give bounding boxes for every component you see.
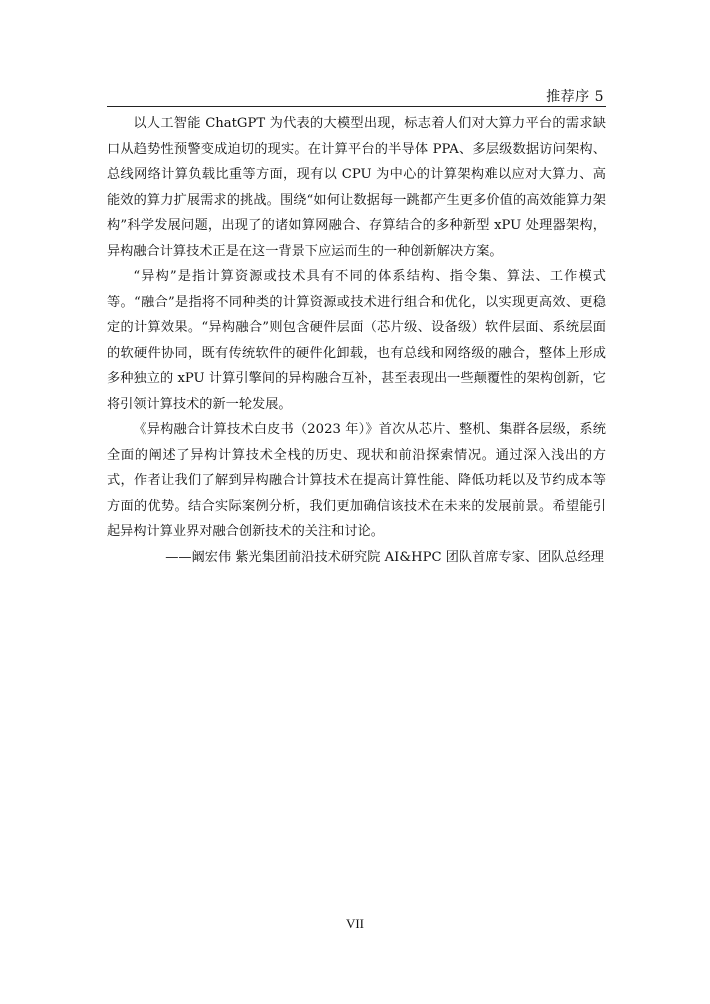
paragraph-3: 《异构融合计算技术白皮书（2023 年）》首次从芯片、整机、集群各层级，系统全面的阐述了异构计算技术全栈的历史、现状和前沿探索情况。通过深入浅出的方式，作者让我们了解到异构融合计算技术在提高计算性能、降低功耗以及节约成本等方面的优势。结合实际案例分析，我们更加确信该技术在未来的发展前景。希望能引起异构计算业界对融合创新技术的关注和讨论。 — [107, 422, 606, 539]
running-header — [107, 82, 606, 107]
body-text — [107, 111, 606, 570]
paragraph-2: “异构”是指计算资源或技术具有不同的体系结构、指令集、算法、工作模式等。“融合”是指将不同种类的计算资源或技术进行组合和优化，以实现更高效、更稳定的计算效果。“异构融合”则包含硬件层面（芯片级、设备级）软件层面、系统层面的软硬件协同，既有传统软件的硬件化卸载，也有总线和网络级的融合，整体上形成多种独立的 xPU 计算引擎间的异构融合互补，甚至表现出一些颠覆性的架构创新，它将引领计算技术的新一轮发展。 — [107, 269, 606, 412]
page-number: VII — [345, 916, 365, 931]
author-signature: ——阚宏伟 紫光集团前沿技术研究院 AI&HPC 团队首席专家、团队总经理 — [165, 549, 604, 565]
header-title: 推荐序 5 — [546, 89, 604, 105]
paragraph-1: 以人工智能 ChatGPT 为代表的大模型出现，标志着人们对大算力平台的需求缺口从趋势性预警变成迫切的现实。在计算平台的半导体 PPA、多层级数据访问架构、总线网络计算负载比重等方面，现有以 CPU 为中心的计算架构难以应对大算力、高能效的算力扩展需求的挑战。围绕“如何让数据每一跳都产生更多价值的高效能算力架构”科学发展问题，出现了的诸如算网融合、存算结合的多种新型 xPU 处理器架构，异构融合计算技术正是在这一背景下应运而生的一种创新解决方案。 — [107, 116, 606, 259]
